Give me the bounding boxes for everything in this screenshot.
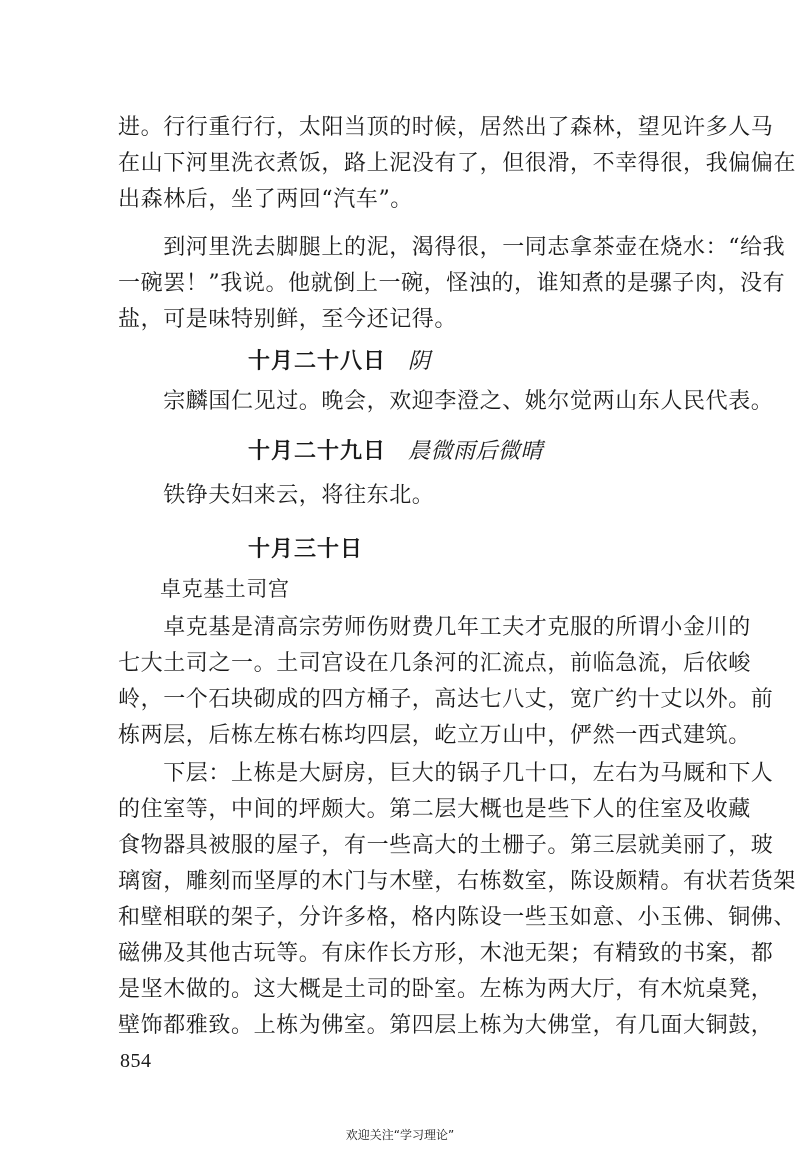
text-line: 食物器具被服的屋子，有一些高大的土栅子。第三层就美丽了，玻 [118,833,774,858]
text-line: 在山下河里洗衣煮饭，路上泥没有了，但很滑，不幸得很，我偏偏在 [118,151,797,176]
text-line: 壁饰都雅致。上栋为佛室。第四层上栋为大佛堂，有几面大铜鼓， [118,1013,774,1038]
text-line: 下层：上栋是大厨房，巨大的锅子几十口，左右为马厩和下人 [118,761,774,786]
text-line: 的住室等，中间的坪颇大。第二层大概也是些下人的住室及收藏 [118,797,751,822]
text-line: 铁铮夫妇来云，将往东北。 [118,483,435,508]
diary-date-heading [248,534,363,566]
diary-date-heading [248,436,543,468]
text-line: 盐，可是味特别鲜，至今还记得。 [118,307,458,332]
text-line: 璃窗，雕刻而坚厚的木门与木壁，右栋数室，陈设颇精。有状若货架 [118,869,797,894]
diary-date-heading [248,346,431,378]
section-subtitle: 卓克基土司宫 [160,577,290,601]
text-line: 到河里洗去脚腿上的泥，渴得很，一同志拿茶壶在烧水：“给我 [118,235,786,260]
date-label: 十月二十八日 [248,349,387,374]
text-line: 岭，一个石块砌成的四方桶子，高达七八丈，宽广约十丈以外。前 [118,687,774,712]
text-line: 一碗罢！”我说。他就倒上一碗，怪浊的，谁知煮的是骡子肉，没有 [118,271,786,296]
footer-watermark: 欢迎关注“学习理论” [345,1128,455,1142]
text-line: 七大土司之一。土司宫设在几条河的汇流点，前临急流，后依峻 [118,651,751,676]
page-number: 854 [120,1050,152,1072]
date-label: 十月二十九日 [248,439,387,464]
text-line: 出森林后，坐了两回“汽车”。 [118,187,413,212]
text-line: 栋两层，后栋左栋右栋均四层，屹立万山中，俨然一西式建筑。 [118,723,751,748]
text-line: 宗麟国仁见过。晚会，欢迎李澄之、姚尔觉两山东人民代表。 [118,389,774,414]
text-line: 卓克基是清高宗劳师伤财费几年工夫才克服的所谓小金川的 [118,615,751,640]
text-line: 和壁相联的架子，分许多格，格内陈设一些玉如意、小玉佛、铜佛、 [118,905,797,930]
text-line: 是坚木做的。这大概是土司的卧室。左栋为两大厅，有木炕桌凳， [118,977,774,1002]
weather-label: 阴 [408,349,431,374]
date-label: 十月三十日 [248,537,364,562]
weather-label: 晨微雨后微晴 [408,439,544,464]
text-line: 磁佛及其他古玩等。有床作长方形，木池无架；有精致的书案，都 [118,941,774,966]
text-line: 进。行行重行行，太阳当顶的时候，居然出了森林，望见许多人马 [118,115,774,140]
